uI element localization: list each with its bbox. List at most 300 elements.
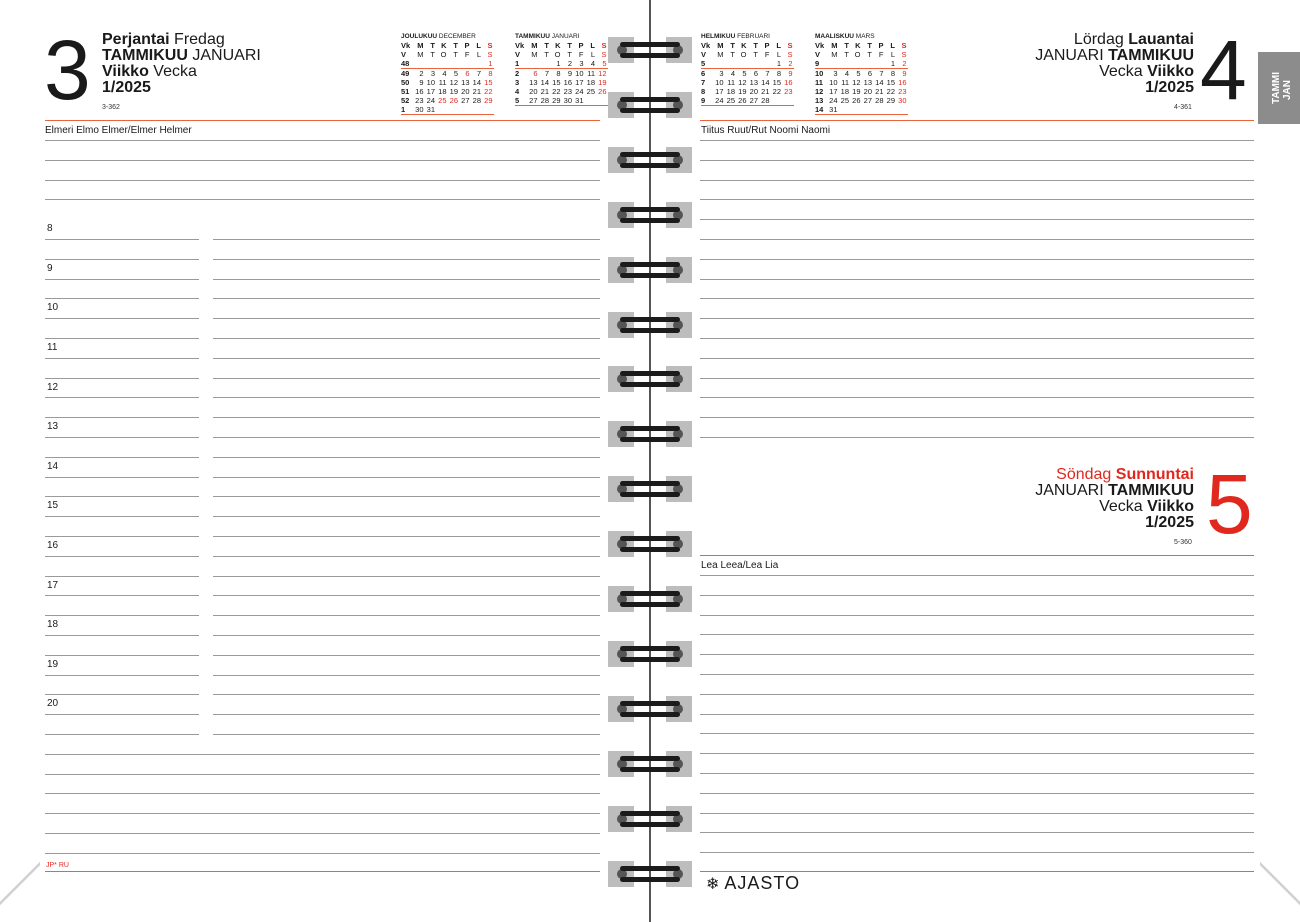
calendar-day: 23 xyxy=(563,87,572,96)
week-number: 1 xyxy=(515,59,527,69)
note-line xyxy=(213,378,600,379)
note-line xyxy=(213,655,600,656)
binding-ring xyxy=(608,751,692,777)
calendar-day: L xyxy=(890,41,895,50)
calendar-day: 17 xyxy=(715,87,724,96)
calendar-day: O xyxy=(854,50,861,59)
calendar-day: M xyxy=(717,41,724,50)
right-week-year: 1/2025 xyxy=(1145,79,1194,96)
ruled-line xyxy=(700,338,1254,339)
note-line xyxy=(213,318,600,319)
note-line xyxy=(213,536,600,537)
note-line xyxy=(213,516,600,517)
right-header-rule xyxy=(700,120,1254,121)
calendar-day: 27 xyxy=(461,96,470,105)
hour-line xyxy=(45,397,199,398)
calendar-day: T xyxy=(430,41,435,50)
hour-line xyxy=(45,338,199,339)
calendar-day: 28 xyxy=(539,96,551,106)
calendar-day: 16 xyxy=(784,78,793,87)
calendar-day xyxy=(725,59,737,69)
calendar-day: 11 xyxy=(587,69,595,78)
calendar-day: 27 xyxy=(863,96,872,105)
calendar-day: S xyxy=(601,41,607,50)
calendar-day: K xyxy=(855,41,861,50)
week-number: 49 xyxy=(401,69,410,78)
hour-line xyxy=(45,378,199,379)
calendar-day xyxy=(873,105,885,115)
calendar-day: 18 xyxy=(438,87,447,96)
hour-line xyxy=(45,635,199,636)
left-weekday-sv: Fredag xyxy=(174,31,225,48)
binding-ring xyxy=(608,202,692,228)
calendar-day xyxy=(839,59,851,69)
week-number: 10 xyxy=(815,69,824,78)
calendar-day: 11 xyxy=(841,78,849,87)
calendar-day: 8 xyxy=(890,69,895,78)
note-line xyxy=(213,734,600,735)
calendar-day xyxy=(850,105,862,115)
binding-ring xyxy=(608,312,692,338)
sunday-nameday: Lea Leea/Lea Lia xyxy=(701,560,779,571)
calendar-month-sv: FEBRUARI xyxy=(735,33,770,40)
calendar-day: 28 xyxy=(759,96,771,106)
calendar-day: 15 xyxy=(484,78,493,87)
ruled-line xyxy=(700,733,1254,734)
calendar-day: 23 xyxy=(898,87,907,96)
week-number: 5 xyxy=(515,96,527,106)
week-number: 11 xyxy=(815,78,823,87)
ruled-line xyxy=(700,160,1254,161)
ruled-line xyxy=(700,694,1254,695)
ruled-line xyxy=(700,595,1254,596)
calendar-day: 3 xyxy=(430,69,435,78)
hour-line xyxy=(45,358,199,359)
left-weekday-fi: Perjantai xyxy=(102,31,170,48)
calendar-day: 4 xyxy=(730,69,735,78)
week-number: 8 xyxy=(701,87,706,96)
calendar-day: T xyxy=(730,50,735,59)
left-month-sv: JANUARI xyxy=(192,47,261,64)
binding-ring xyxy=(608,476,692,502)
calendar-day: 3 xyxy=(719,69,724,78)
week-number: 14 xyxy=(815,105,827,115)
calendar-day: 17 xyxy=(426,87,435,96)
calendar-day: 7 xyxy=(765,69,770,78)
note-line xyxy=(213,397,600,398)
calendar-day: 5 xyxy=(596,59,608,69)
calendar-day xyxy=(885,105,897,115)
note-line xyxy=(213,437,600,438)
ruled-line xyxy=(700,417,1254,418)
calendar-day: 24 xyxy=(829,96,838,105)
calendar-day: 13 xyxy=(863,78,872,87)
week-number: 51 xyxy=(401,87,410,96)
right-footer-rule xyxy=(700,871,1254,872)
ruled-line xyxy=(700,259,1254,260)
calendar-day: K xyxy=(555,41,561,50)
mini-calendar-january xyxy=(515,32,608,106)
ruled-line xyxy=(45,140,600,141)
hour-line xyxy=(45,259,199,260)
calendar-day: T xyxy=(544,50,549,59)
week-number: 4 xyxy=(515,87,520,96)
hour-line xyxy=(45,279,199,280)
calendar-day: O xyxy=(740,50,747,59)
note-line xyxy=(213,496,600,497)
binding-ring xyxy=(608,641,692,667)
calendar-day xyxy=(827,59,839,69)
ruled-line xyxy=(700,813,1254,814)
week-number: V xyxy=(701,50,707,59)
calendar-day: 16 xyxy=(415,87,424,96)
ruled-line xyxy=(700,793,1254,794)
calendar-day: 23 xyxy=(415,96,424,105)
month-side-tab[interactable] xyxy=(1258,52,1300,124)
ruled-line xyxy=(45,833,600,834)
calendar-day: 19 xyxy=(449,87,458,96)
snowflake-logo-icon: ❄ xyxy=(706,875,721,893)
calendar-day: 9 xyxy=(419,78,424,87)
calendar-day: 20 xyxy=(529,87,538,96)
calendar-day: 1 xyxy=(771,59,783,69)
sunday-day-code: 5-360 xyxy=(1174,539,1192,546)
calendar-day: 8 xyxy=(776,69,781,78)
mini-calendar-february xyxy=(701,32,794,106)
right-weekday-fi: Lauantai xyxy=(1128,31,1194,48)
calendar-day: O xyxy=(554,50,561,59)
calendar-day: L xyxy=(776,41,781,50)
hour-label: 11 xyxy=(47,342,58,353)
week-number: 52 xyxy=(401,96,410,105)
calendar-day xyxy=(436,105,448,115)
calendar-day: M xyxy=(417,41,424,50)
calendar-day xyxy=(471,105,483,115)
hour-line xyxy=(45,694,199,695)
week-number: V xyxy=(815,50,821,59)
calendar-day: 24 xyxy=(575,87,584,96)
calendar-day: M xyxy=(831,41,838,50)
ruled-line xyxy=(45,853,600,854)
ruled-line xyxy=(700,219,1254,220)
left-week-fi: Viikko xyxy=(102,63,149,80)
calendar-day xyxy=(413,59,425,69)
page-corner-right xyxy=(1260,845,1300,922)
week-number: 50 xyxy=(401,78,410,87)
calendar-day: F xyxy=(764,50,770,59)
calendar-day: 3 xyxy=(833,69,838,78)
side-tab-sv: JAN xyxy=(1282,79,1293,100)
binding-spine xyxy=(649,0,651,922)
calendar-day: 12 xyxy=(852,78,861,87)
calendar-day: 5 xyxy=(742,69,747,78)
calendar-day: T xyxy=(753,50,758,59)
week-number: V xyxy=(401,50,407,59)
right-month-fi: TAMMIKUU xyxy=(1108,47,1194,64)
sunday-week-fi: Viikko xyxy=(1147,498,1194,515)
calendar-day: T xyxy=(567,41,572,50)
calendar-day: K xyxy=(441,41,447,50)
left-day-number: 3 xyxy=(44,23,89,117)
hour-line xyxy=(45,675,199,676)
calendar-day: 21 xyxy=(875,87,884,96)
calendar-day: 24 xyxy=(426,96,435,105)
calendar-day: 10 xyxy=(715,78,724,87)
calendar-day: 12 xyxy=(449,78,458,87)
calendar-day: M xyxy=(417,50,424,59)
calendar-day: 7 xyxy=(879,69,884,78)
hour-line xyxy=(45,516,199,517)
calendar-day xyxy=(448,105,460,115)
calendar-day: 11 xyxy=(727,78,735,87)
week-number: 7 xyxy=(701,78,706,87)
hour-label: 13 xyxy=(47,421,59,432)
left-footer-rule xyxy=(45,871,600,872)
hour-label: 18 xyxy=(47,619,59,630)
calendar-day: 29 xyxy=(550,96,562,106)
calendar-day: 20 xyxy=(461,87,470,96)
hour-label: 12 xyxy=(47,382,59,393)
sunday-weekday-fi: Sunnuntai xyxy=(1115,466,1194,483)
calendar-day: K xyxy=(741,41,747,50)
hour-line xyxy=(45,298,199,299)
sunday-week-year: 1/2025 xyxy=(1145,514,1194,531)
binding-ring xyxy=(608,366,692,392)
calendar-day: 29 xyxy=(886,96,895,105)
calendar-day: 4 xyxy=(585,59,597,69)
calendar-day: 19 xyxy=(738,87,747,96)
week-number: 5 xyxy=(701,59,713,69)
calendar-day: 8 xyxy=(488,69,493,78)
calendar-day: 22 xyxy=(552,87,561,96)
left-footer-code: JP* RU xyxy=(46,862,69,869)
calendar-day: 30 xyxy=(413,105,425,115)
calendar-day: 29 xyxy=(484,96,493,105)
week-number: 12 xyxy=(815,87,824,96)
ruled-line xyxy=(700,378,1254,379)
calendar-day: 19 xyxy=(598,78,607,87)
binding-ring xyxy=(608,257,692,283)
hour-label: 16 xyxy=(47,540,59,551)
calendar-day: O xyxy=(440,50,447,59)
calendar-day: 31 xyxy=(425,105,437,115)
note-line xyxy=(213,239,600,240)
calendar-day xyxy=(448,59,460,69)
binding-ring xyxy=(608,421,692,447)
calendar-day: 30 xyxy=(898,96,907,105)
calendar-day: 4 xyxy=(844,69,849,78)
week-number: Vk xyxy=(701,41,711,50)
calendar-day: 26 xyxy=(598,87,607,96)
ruled-line xyxy=(700,615,1254,616)
calendar-day: 14 xyxy=(540,78,549,87)
calendar-day: 9 xyxy=(902,69,907,78)
calendar-month-sv: MARS xyxy=(854,33,875,40)
calendar-day xyxy=(782,96,794,106)
calendar-day: 21 xyxy=(540,87,549,96)
calendar-day xyxy=(839,105,851,115)
calendar-day xyxy=(596,96,608,106)
note-line xyxy=(213,714,600,715)
calendar-day: 10 xyxy=(426,78,435,87)
sunday-week-sv: Vecka xyxy=(1099,498,1143,515)
left-day-header xyxy=(102,32,261,96)
calendar-month-fi: MAALISKUU xyxy=(815,33,854,40)
calendar-day: 10 xyxy=(575,69,584,78)
hour-line xyxy=(45,576,199,577)
hour-line xyxy=(45,714,199,715)
calendar-day: 25 xyxy=(438,96,447,105)
calendar-day: 22 xyxy=(484,87,493,96)
calendar-day xyxy=(482,105,494,115)
calendar-day: F xyxy=(464,50,470,59)
hour-line xyxy=(45,318,199,319)
ruled-line xyxy=(700,180,1254,181)
brand-name: AJASTO xyxy=(724,873,801,893)
calendar-day xyxy=(585,96,597,106)
calendar-day: P xyxy=(764,41,770,50)
ruled-line xyxy=(700,239,1254,240)
right-week-fi: Viikko xyxy=(1147,63,1194,80)
calendar-day: 21 xyxy=(761,87,770,96)
calendar-day: 18 xyxy=(840,87,849,96)
note-line xyxy=(213,259,600,260)
calendar-day xyxy=(748,59,760,69)
binding-ring xyxy=(608,861,692,887)
calendar-day: 5 xyxy=(453,69,458,78)
calendar-day: 31 xyxy=(573,96,585,106)
calendar-day: 19 xyxy=(852,87,861,96)
calendar-day xyxy=(713,59,725,69)
calendar-day: M xyxy=(831,50,838,59)
binding-ring xyxy=(608,147,692,173)
calendar-day: 30 xyxy=(562,96,574,106)
week-number: Vk xyxy=(815,41,825,50)
ruled-line xyxy=(700,852,1254,853)
calendar-day: T xyxy=(453,50,458,59)
calendar-day: 6 xyxy=(867,69,872,78)
note-line xyxy=(213,279,600,280)
binding-ring xyxy=(608,696,692,722)
side-tab-fi: TAMMI xyxy=(1271,71,1282,104)
note-line xyxy=(213,576,600,577)
calendar-day: T xyxy=(544,41,549,50)
ruled-line xyxy=(700,279,1254,280)
calendar-day: 26 xyxy=(736,96,748,106)
hour-line xyxy=(45,556,199,557)
ruled-line xyxy=(45,774,600,775)
calendar-day: M xyxy=(531,41,538,50)
calendar-day xyxy=(896,105,908,115)
week-number: 3 xyxy=(515,78,520,87)
calendar-day: 28 xyxy=(472,96,481,105)
calendar-day xyxy=(539,59,551,69)
calendar-day: 9 xyxy=(788,69,793,78)
note-line xyxy=(213,358,600,359)
calendar-day: S xyxy=(787,50,793,59)
calendar-day: 20 xyxy=(863,87,872,96)
calendar-day: 6 xyxy=(753,69,758,78)
hour-label: 10 xyxy=(47,302,59,313)
calendar-day: 4 xyxy=(442,69,447,78)
calendar-day: F xyxy=(878,50,884,59)
ruled-line xyxy=(700,654,1254,655)
ruled-line xyxy=(700,674,1254,675)
calendar-day: P xyxy=(878,41,884,50)
hour-line xyxy=(45,536,199,537)
note-line xyxy=(213,694,600,695)
hour-line xyxy=(45,595,199,596)
ruled-line xyxy=(700,199,1254,200)
note-line xyxy=(213,477,600,478)
calendar-day xyxy=(436,59,448,69)
binding-ring xyxy=(608,92,692,118)
calendar-day: 7 xyxy=(476,69,481,78)
calendar-day: 12 xyxy=(738,78,747,87)
calendar-day: 12 xyxy=(598,69,607,78)
calendar-day: M xyxy=(717,50,724,59)
calendar-day: L xyxy=(476,41,481,50)
hour-label: 8 xyxy=(47,223,53,234)
hour-label: 17 xyxy=(47,580,59,591)
ruled-line xyxy=(700,753,1254,754)
calendar-day: 1 xyxy=(885,59,897,69)
brand-logo xyxy=(706,873,800,894)
hour-label: 20 xyxy=(47,698,59,709)
calendar-day: 7 xyxy=(544,69,549,78)
calendar-day: 22 xyxy=(772,87,781,96)
calendar-day: T xyxy=(844,50,849,59)
note-line xyxy=(213,615,600,616)
calendar-month-fi: JOULUKUU xyxy=(401,33,438,40)
calendar-month-sv: DECEMBER xyxy=(437,33,476,40)
hour-label: 19 xyxy=(47,659,59,670)
calendar-day xyxy=(471,59,483,69)
left-header-rule xyxy=(45,120,600,121)
hour-line xyxy=(45,615,199,616)
calendar-day: T xyxy=(844,41,849,50)
hour-line xyxy=(45,477,199,478)
binding-ring xyxy=(608,806,692,832)
calendar-day: 2 xyxy=(782,59,794,69)
ruled-line xyxy=(700,140,1254,141)
right-nameday: Tiitus Ruut/Rut Noomi Naomi xyxy=(701,125,831,136)
right-day-number: 4 xyxy=(1200,23,1245,117)
sunday-weekday-sv: Söndag xyxy=(1056,466,1112,483)
right-day-header xyxy=(1035,32,1194,96)
note-line xyxy=(213,417,600,418)
calendar-day: 5 xyxy=(856,69,861,78)
binding-ring xyxy=(608,37,692,63)
calendar-day: 14 xyxy=(472,78,481,87)
calendar-day: P xyxy=(578,41,584,50)
hour-line xyxy=(45,496,199,497)
calendar-day xyxy=(425,59,437,69)
calendar-day: 2 xyxy=(419,69,424,78)
calendar-day: 24 xyxy=(713,96,725,106)
calendar-day: 25 xyxy=(840,96,849,105)
calendar-day xyxy=(527,59,539,69)
ruled-line xyxy=(700,714,1254,715)
calendar-day: S xyxy=(901,41,907,50)
hour-label: 15 xyxy=(47,500,59,511)
calendar-day: 2 xyxy=(896,59,908,69)
note-line xyxy=(213,675,600,676)
calendar-day xyxy=(862,59,874,69)
calendar-day: 13 xyxy=(461,78,470,87)
calendar-day: S xyxy=(901,50,907,59)
calendar-day: 1 xyxy=(482,59,494,69)
